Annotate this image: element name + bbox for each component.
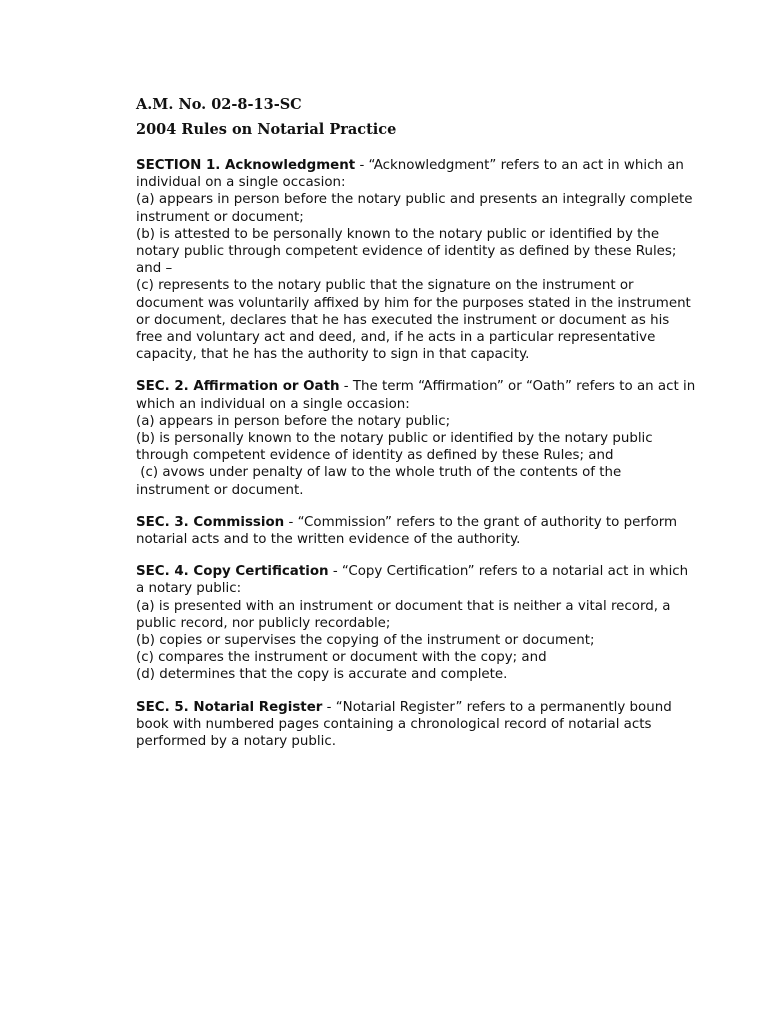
section-4-copy-certification bbox=[136, 563, 696, 683]
section-5-notarial-register bbox=[136, 699, 696, 751]
section-5-definition: - “Notarial Register” refers to a permanently bound book with numbered pages containing a chronological record of notarial acts performed by a notary public. bbox=[136, 699, 672, 750]
section-2-affirmation-oath bbox=[136, 378, 696, 498]
section-2-item-b: (b) is personally known to the notary public or identified by the notary public through competent evidence of identity as defined by these Rules; and bbox=[136, 431, 653, 464]
section-1-item-a: (a) appears in person before the notary public and presents an integrally complete instrument or document; bbox=[136, 192, 693, 225]
section-5-heading: SEC. 5. Notarial Register bbox=[136, 699, 323, 715]
section-4-item-a: (a) is presented with an instrument or document that is neither a vital record, a public record, nor publicly recordable; bbox=[136, 598, 671, 631]
section-2-item-c: (c) avows under penalty of law to the whole truth of the contents of the instrument or document. bbox=[136, 465, 626, 498]
section-3-heading: SEC. 3. Commission bbox=[136, 514, 285, 530]
section-4-item-b: (b) copies or supervises the copying of the instrument or document; bbox=[136, 633, 595, 649]
section-3-intro bbox=[136, 514, 696, 548]
section-1-intro bbox=[136, 157, 696, 191]
section-4-item-c: (c) compares the instrument or document with the copy; and bbox=[136, 650, 547, 666]
section-1-heading: SECTION 1. Acknowledgment bbox=[136, 158, 356, 173]
section-4-definition: - “Copy Certification” refers to a notarial act in which a notary public: bbox=[136, 564, 689, 597]
sections-list bbox=[136, 157, 696, 750]
section-2-heading: SEC. 2. Affirmation or Oath bbox=[136, 379, 340, 395]
section-4-heading: SEC. 4. Copy Certification bbox=[136, 564, 329, 580]
section-1-item-c: (c) represents to the notary public that the signature on the instrument or document was voluntarily affixed by him for the purposes stated in the instrument or document, declares that he has executed the instrument or document as his free and voluntary act and deed, and, if he acts in a particular representative capacity, that he has the authority to sign in that capacity. bbox=[136, 278, 691, 363]
section-3-definition: - “Commission” refers to the grant of authority to perform notarial acts and to the written evidence of the authority. bbox=[136, 514, 678, 548]
section-2-intro bbox=[136, 378, 696, 412]
section-4-item-d: (d) determines that the copy is accurate and complete. bbox=[136, 667, 508, 683]
section-1-definition: - “Acknowledgment” refers to an act in which an individual on a single occasion: bbox=[136, 158, 684, 191]
section-1-item-b: (b) is attested to be personally known to the notary public or identified by the notary public through competent evidence of identity as defined by these Rules; and – bbox=[136, 226, 677, 277]
section-2-definition: - The term “Affirmation” or “Oath” refers to an act in which an individual on a single occasion: bbox=[136, 379, 696, 412]
document-number-title: A.M. No. 02-8-13-SC bbox=[136, 96, 302, 113]
section-1-acknowledgment bbox=[136, 157, 696, 363]
document-rules-title: 2004 Rules on Notarial Practice bbox=[136, 121, 397, 138]
section-4-intro bbox=[136, 563, 696, 597]
section-3-commission bbox=[136, 514, 696, 548]
document-page bbox=[136, 94, 696, 765]
section-5-intro bbox=[136, 699, 696, 751]
section-2-item-a: (a) appears in person before the notary public; bbox=[136, 413, 451, 429]
